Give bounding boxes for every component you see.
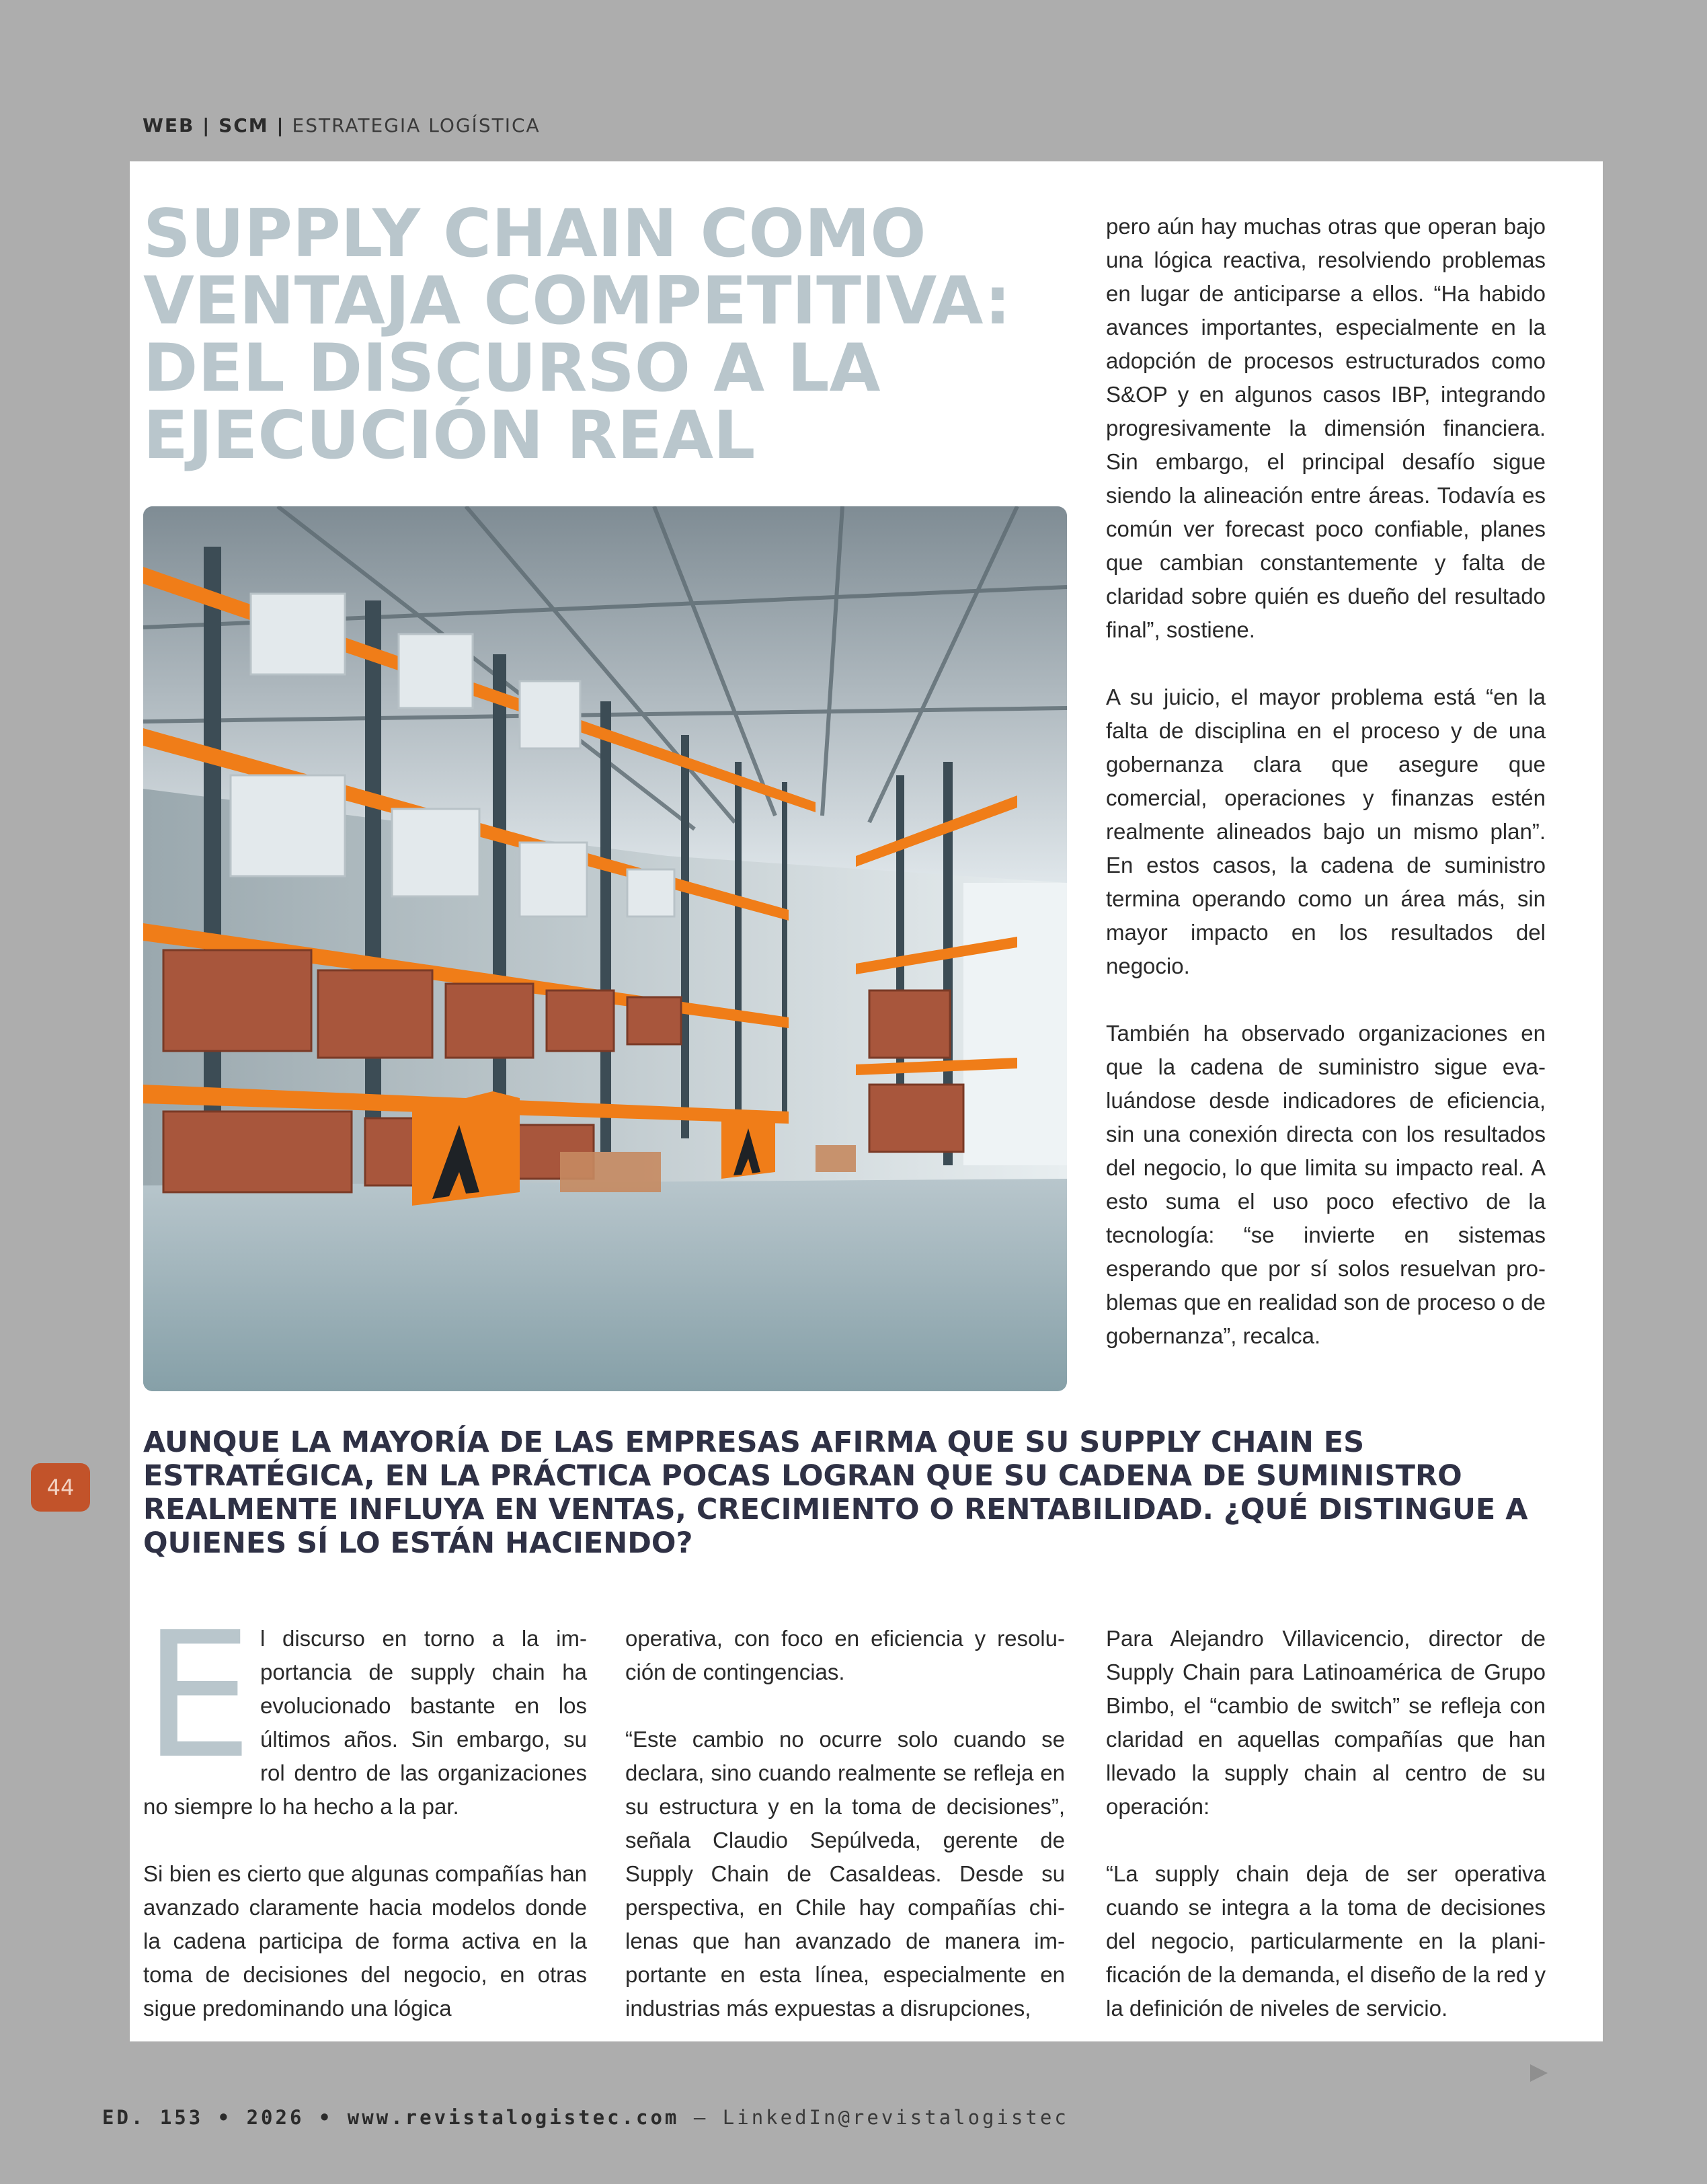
title-line: EJECUCIÓN REAL (143, 397, 756, 474)
paragraph: “Este cambio no ocurre solo cuando se declara, sino cuando realmente se refleja en su estructura y en la toma de decisiones”, señala Claudio Sepúlveda, gerente de Supply Chain de CasaIdeas. Desde su perspectiva, en Chile hay compañías chilenas que han avanzado de manera importante en esta línea, especialmente en industrias más expuestas a disrupciones, (625, 1727, 1065, 2021)
paragraph: operativa, con foco en eficiencia y resolución de contingencias. (625, 1626, 1065, 1684)
right-column-text (1106, 210, 1546, 1353)
page-number-badge: 44 (31, 1463, 90, 1512)
article-page (130, 161, 1603, 2041)
paragraph: También ha observado organizaciones en que la cadena de suministro sigue evaluándose desde indicadores de eficiencia, sin una conexión directa con los resultados del negocio, lo que limita su impacto real. A esto suma el uso poco efectivo de la tecnología: “se invierte en sistemas esperando que por sí solos resuelvan problemas que en realidad son de proceso o de gobernanza”, recalca. (1106, 1021, 1546, 1348)
footer-edition: ED. 153 • 2026 • www.revistalogistec.com (102, 2106, 680, 2129)
paragraph-text: l discurso en torno a la importancia de supply chain ha evolucionado bastante en los últimos años. Sin embargo, su rol dentro de las organizaciones no siempre lo ha hecho a la par. (143, 1626, 587, 1819)
footer (102, 2106, 1069, 2129)
paragraph: Si bien es cierto que algunas compañías han avanzado claramente hacia modelos donde la cadena participa de forma activa en la toma de decisiones del negocio, en otras sigue predominando una lógica (143, 1861, 587, 2021)
article-deck (143, 1426, 1555, 1560)
deck-line: AUNQUE LA MAYORÍA DE LAS EMPRESAS AFIRMA QUE SU SUPPLY CHAIN ES (143, 1426, 1365, 1459)
section-tag-secondary: ESTRATEGIA LOGÍSTICA (292, 114, 541, 136)
paragraph: Para Alejandro Villavicencio, director de Supply Chain para Latinoamérica de Grupo Bimbo, el “cambio de switch” se refleja con claridad en aquellas compañías que han llevado la supply chain al centro de su operación: (1106, 1626, 1546, 1819)
body-column-1 (143, 1595, 587, 2025)
deck-line: ESTRATÉGICA, EN LA PRÁCTICA POCAS LOGRAN QUE SU CADENA DE SUMINISTRO (143, 1459, 1462, 1493)
paragraph (143, 1595, 587, 1824)
title-line: VENTAJA COMPETITIVA: (143, 263, 1011, 340)
deck-line: REALMENTE INFLUYA EN VENTAS, CRECIMIENTO O RENTABILIDAD. ¿QUÉ DISTINGUE A (143, 1493, 1528, 1526)
warehouse-photo (143, 506, 1067, 1391)
footer-linkedin: – LinkedIn@revistalogistec (679, 2106, 1069, 2129)
paragraph: “La supply chain deja de ser operativa cuando se integra a la toma de decisiones del negocio, particularmente en la planificación de la demanda, el diseño de la red y la definición de niveles de servicio. (1106, 1861, 1546, 2021)
deck-line: QUIENES SÍ LO ESTÁN HACIENDO? (143, 1526, 693, 1560)
title-line: DEL DISCURSO A LA (143, 330, 881, 407)
warehouse-illustration (143, 506, 1067, 1391)
triangle-right-icon[interactable] (1530, 2064, 1548, 2082)
section-tag (143, 114, 541, 136)
section-tag-primary: WEB | SCM | (143, 114, 285, 136)
body-column-2 (625, 1622, 1065, 2025)
paragraph: pero aún hay muchas otras que operan bajo una lógica reactiva, resolviendo problemas en lugar de anticiparse a ellos. “Ha habido avances importantes, especialmente en la adopción de procesos estructurados como S&OP y en algunos casos IBP, integrando progresivamente la dimensión financiera. Sin embargo, el principal desafío sigue siendo la alineación entre áreas. Todavía es común ver forecast poco confiable, planes que cambian constantemente y falta de claridad sobre quién es dueño del resultado final”, sostiene. (1106, 214, 1546, 642)
article-title (143, 196, 1071, 474)
title-line: SUPPLY CHAIN COMO (143, 196, 926, 272)
drop-cap: E (143, 1595, 253, 1797)
body-column-3 (1106, 1622, 1546, 2025)
paragraph: A su juicio, el mayor problema está “en la falta de disciplina en el proceso y de una gobernanza clara que asegure que comercial, operaciones y finanzas estén realmente alineados bajo un mismo plan”. En estos casos, la cadena de suministro termina operando como un área más, sin mayor impacto en los resultados del negocio. (1106, 685, 1546, 978)
